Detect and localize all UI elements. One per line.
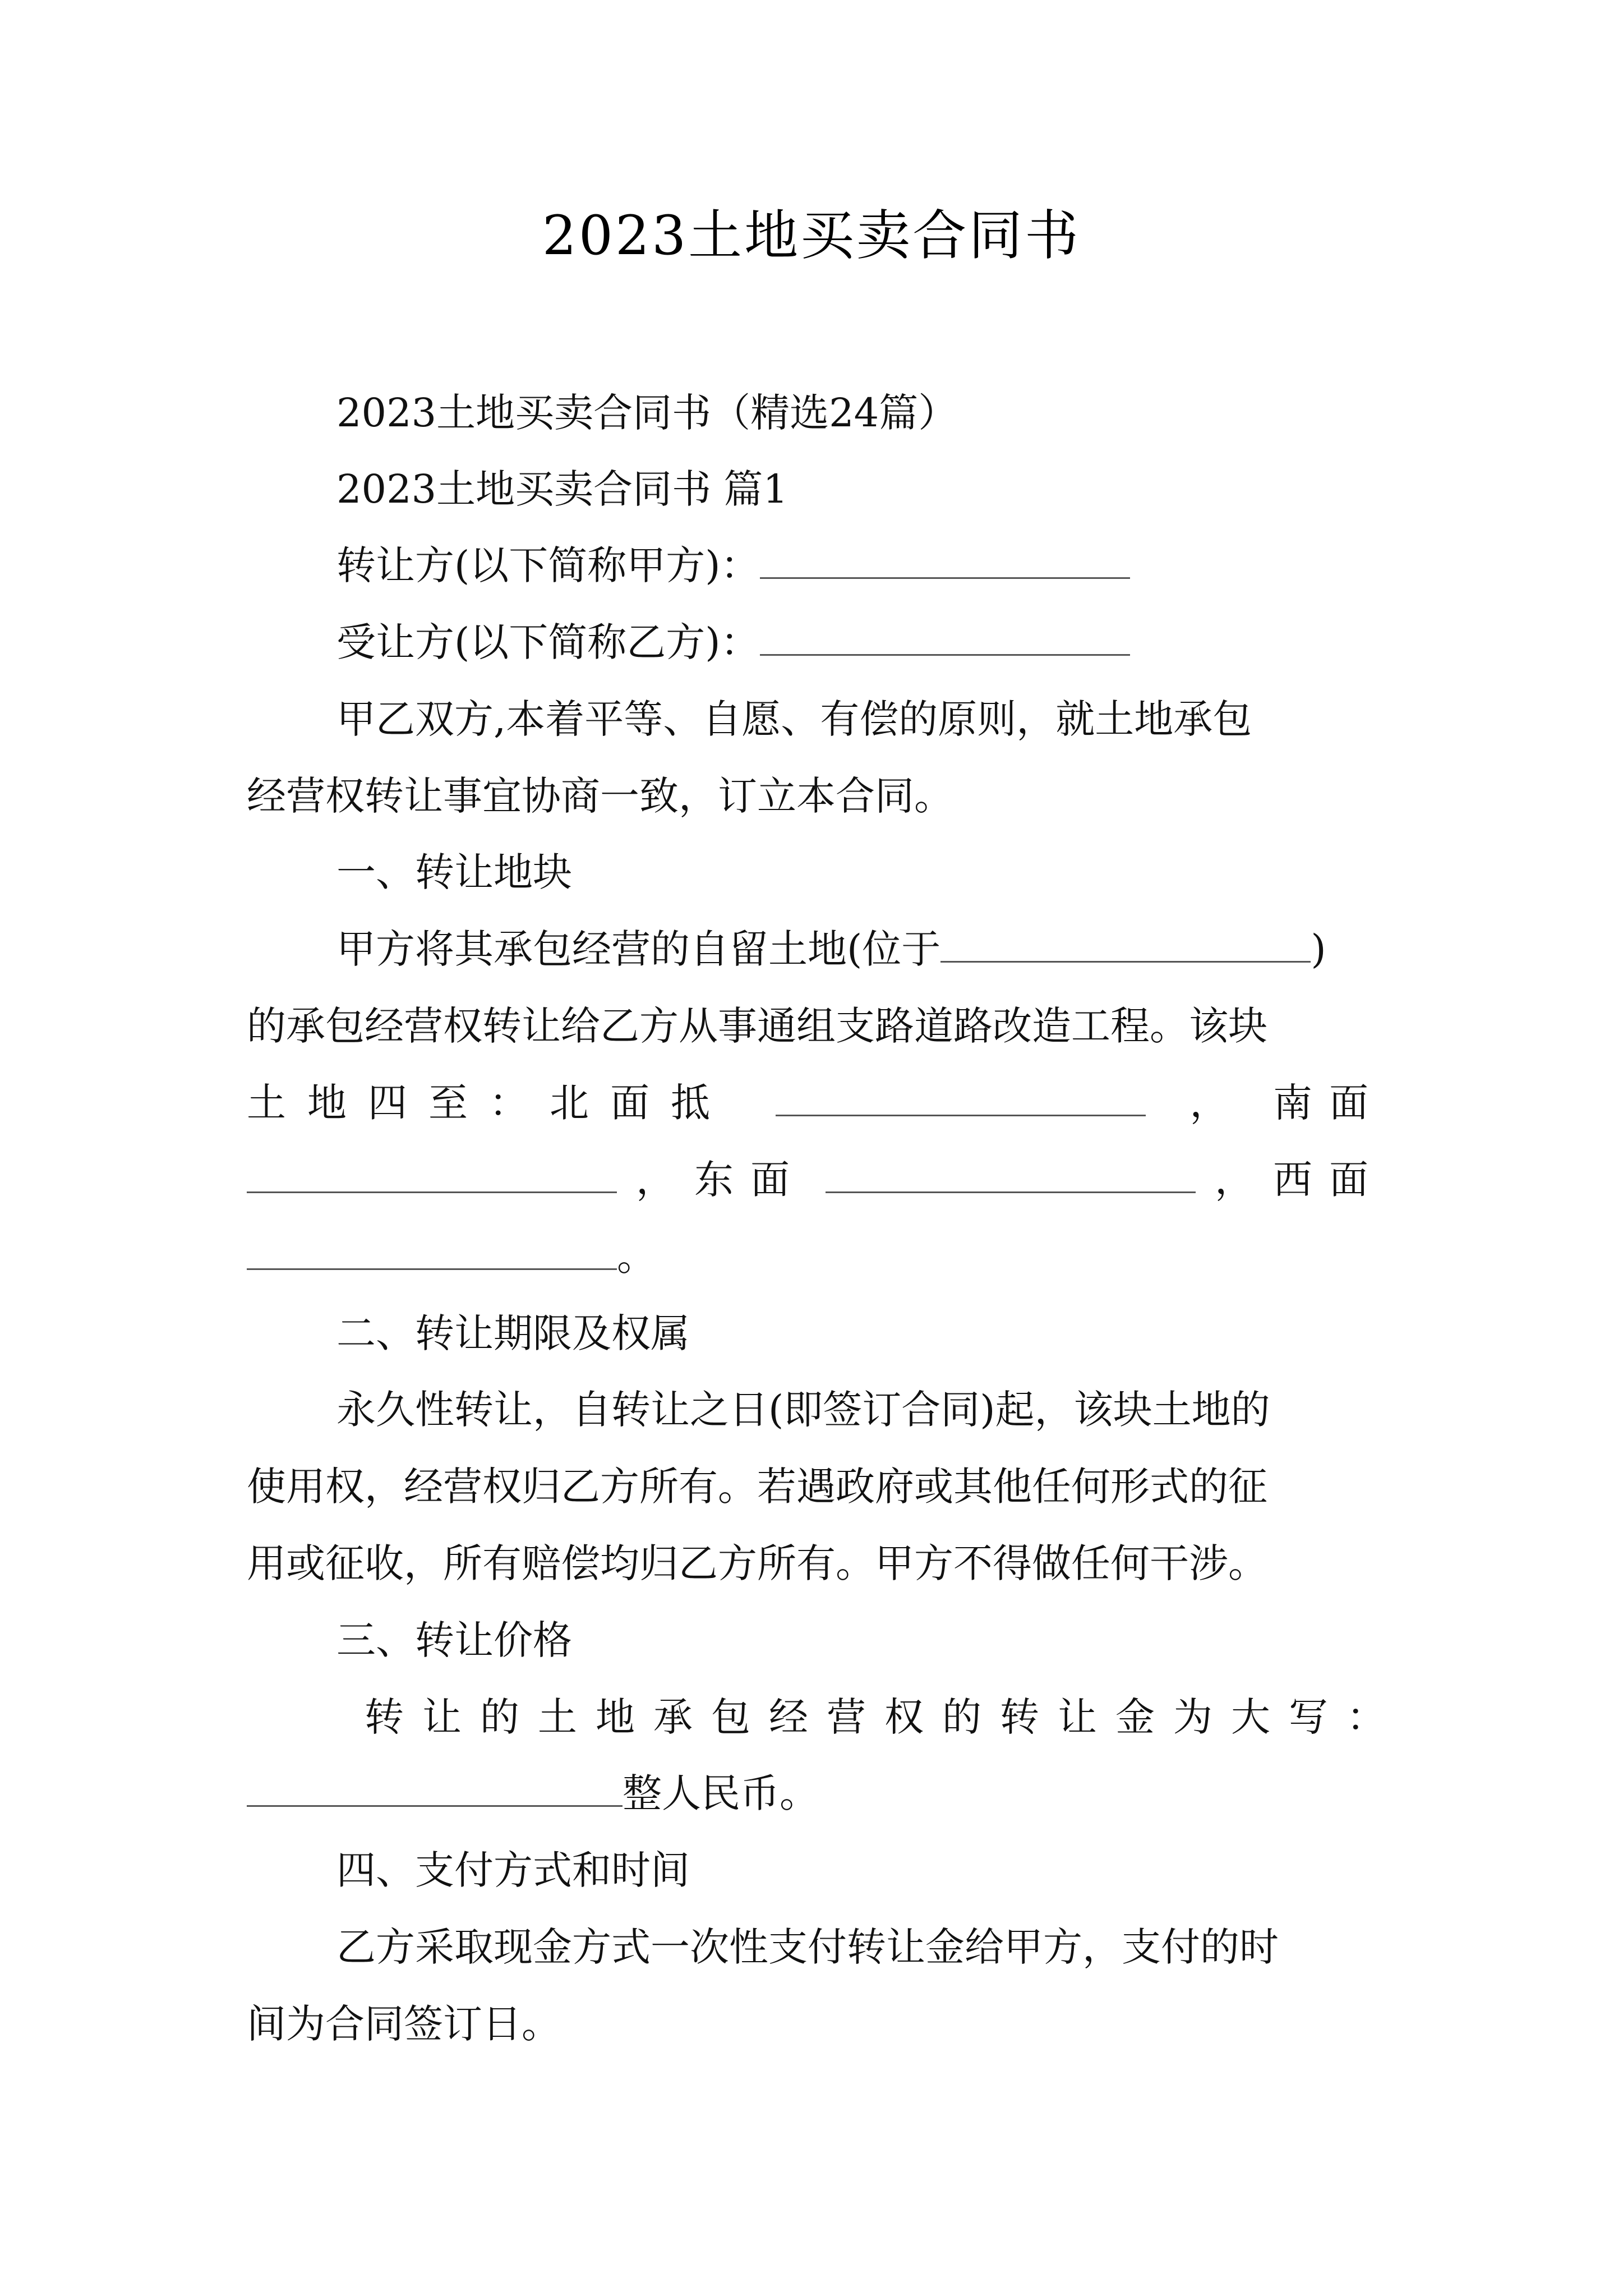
- p2-line-3: 用或征收，所有赔偿均归乙方所有。甲方不得做任何干涉。: [247, 1540, 1267, 1586]
- p1-line-4-comma-1: ，: [636, 1157, 675, 1203]
- p2-line-1: 永久性转让，自转让之日(即签订合同)起，该块土地的: [336, 1387, 1270, 1433]
- p4-line-2: 间为合同签订日。: [247, 2001, 561, 2047]
- p1-line-3-south: 南面: [1272, 1080, 1385, 1126]
- p1-line-3: [247, 1075, 1385, 1131]
- section-title: 2023土地买卖合同书 篇1: [336, 466, 788, 512]
- party-b-line: [336, 614, 1130, 670]
- party-a-label: 转让方(以下简称甲方)：: [336, 542, 760, 588]
- heading-1: 一、转让地块: [336, 849, 572, 895]
- p1-line-5-period: 。: [617, 1234, 656, 1280]
- west-boundary-blank[interactable]: [247, 1229, 617, 1270]
- east-boundary-blank[interactable]: [826, 1152, 1196, 1193]
- p1-line-4-comma-2: ，: [1215, 1157, 1254, 1203]
- p1-line-1-text: 甲方将其承包经营的自留土地(位于: [336, 926, 941, 972]
- price-blank[interactable]: [247, 1766, 623, 1807]
- heading-3: 三、转让价格: [336, 1617, 572, 1663]
- p1-line-3-comma: ，: [1189, 1080, 1229, 1126]
- p1-line-4: [247, 1152, 1385, 1208]
- p1-line-4-east: 东面: [694, 1157, 806, 1203]
- p1-line-1: [336, 921, 1326, 977]
- south-boundary-blank[interactable]: [247, 1152, 617, 1193]
- intro-line-1: 甲乙双方,本着平等、自愿、有偿的原则，就土地承包: [336, 696, 1252, 742]
- intro-line-2: 经营权转让事宜协商一致，订立本合同。: [247, 773, 953, 819]
- document-subtitle: 2023土地买卖合同书（精选24篇）: [336, 390, 958, 436]
- party-b-blank[interactable]: [760, 615, 1130, 656]
- p1-line-4-west: 西面: [1273, 1157, 1385, 1203]
- party-a-blank[interactable]: [760, 538, 1130, 579]
- p3-line-2: [247, 1765, 819, 1821]
- location-blank[interactable]: [940, 922, 1311, 963]
- p1-line-1-paren: ): [1311, 926, 1326, 972]
- p4-line-1: 乙方采取现金方式一次性支付转让金给甲方，支付的时: [336, 1924, 1279, 1970]
- p1-line-5: [247, 1228, 656, 1285]
- party-a-line: [336, 537, 1130, 593]
- p1-line-3-text: 土地四至：北面抵: [247, 1080, 731, 1126]
- document-title: 2023土地买卖合同书: [542, 204, 1081, 267]
- heading-4: 四、支付方式和时间: [336, 1847, 690, 1893]
- p3-line-1: 转让的土地承包经营权的转让金为大写：: [365, 1694, 1404, 1740]
- party-b-label: 受让方(以下简称乙方)：: [336, 619, 760, 665]
- p1-line-2: 的承包经营权转让给乙方从事通组支路道路改造工程。该块: [247, 1003, 1267, 1049]
- north-boundary-blank[interactable]: [776, 1075, 1146, 1116]
- p3-line-2-text: 整人民币。: [623, 1770, 819, 1816]
- heading-2: 二、转让期限及权属: [336, 1310, 690, 1356]
- p2-line-2: 使用权，经营权归乙方所有。若遇政府或其他任何形式的征: [247, 1464, 1267, 1510]
